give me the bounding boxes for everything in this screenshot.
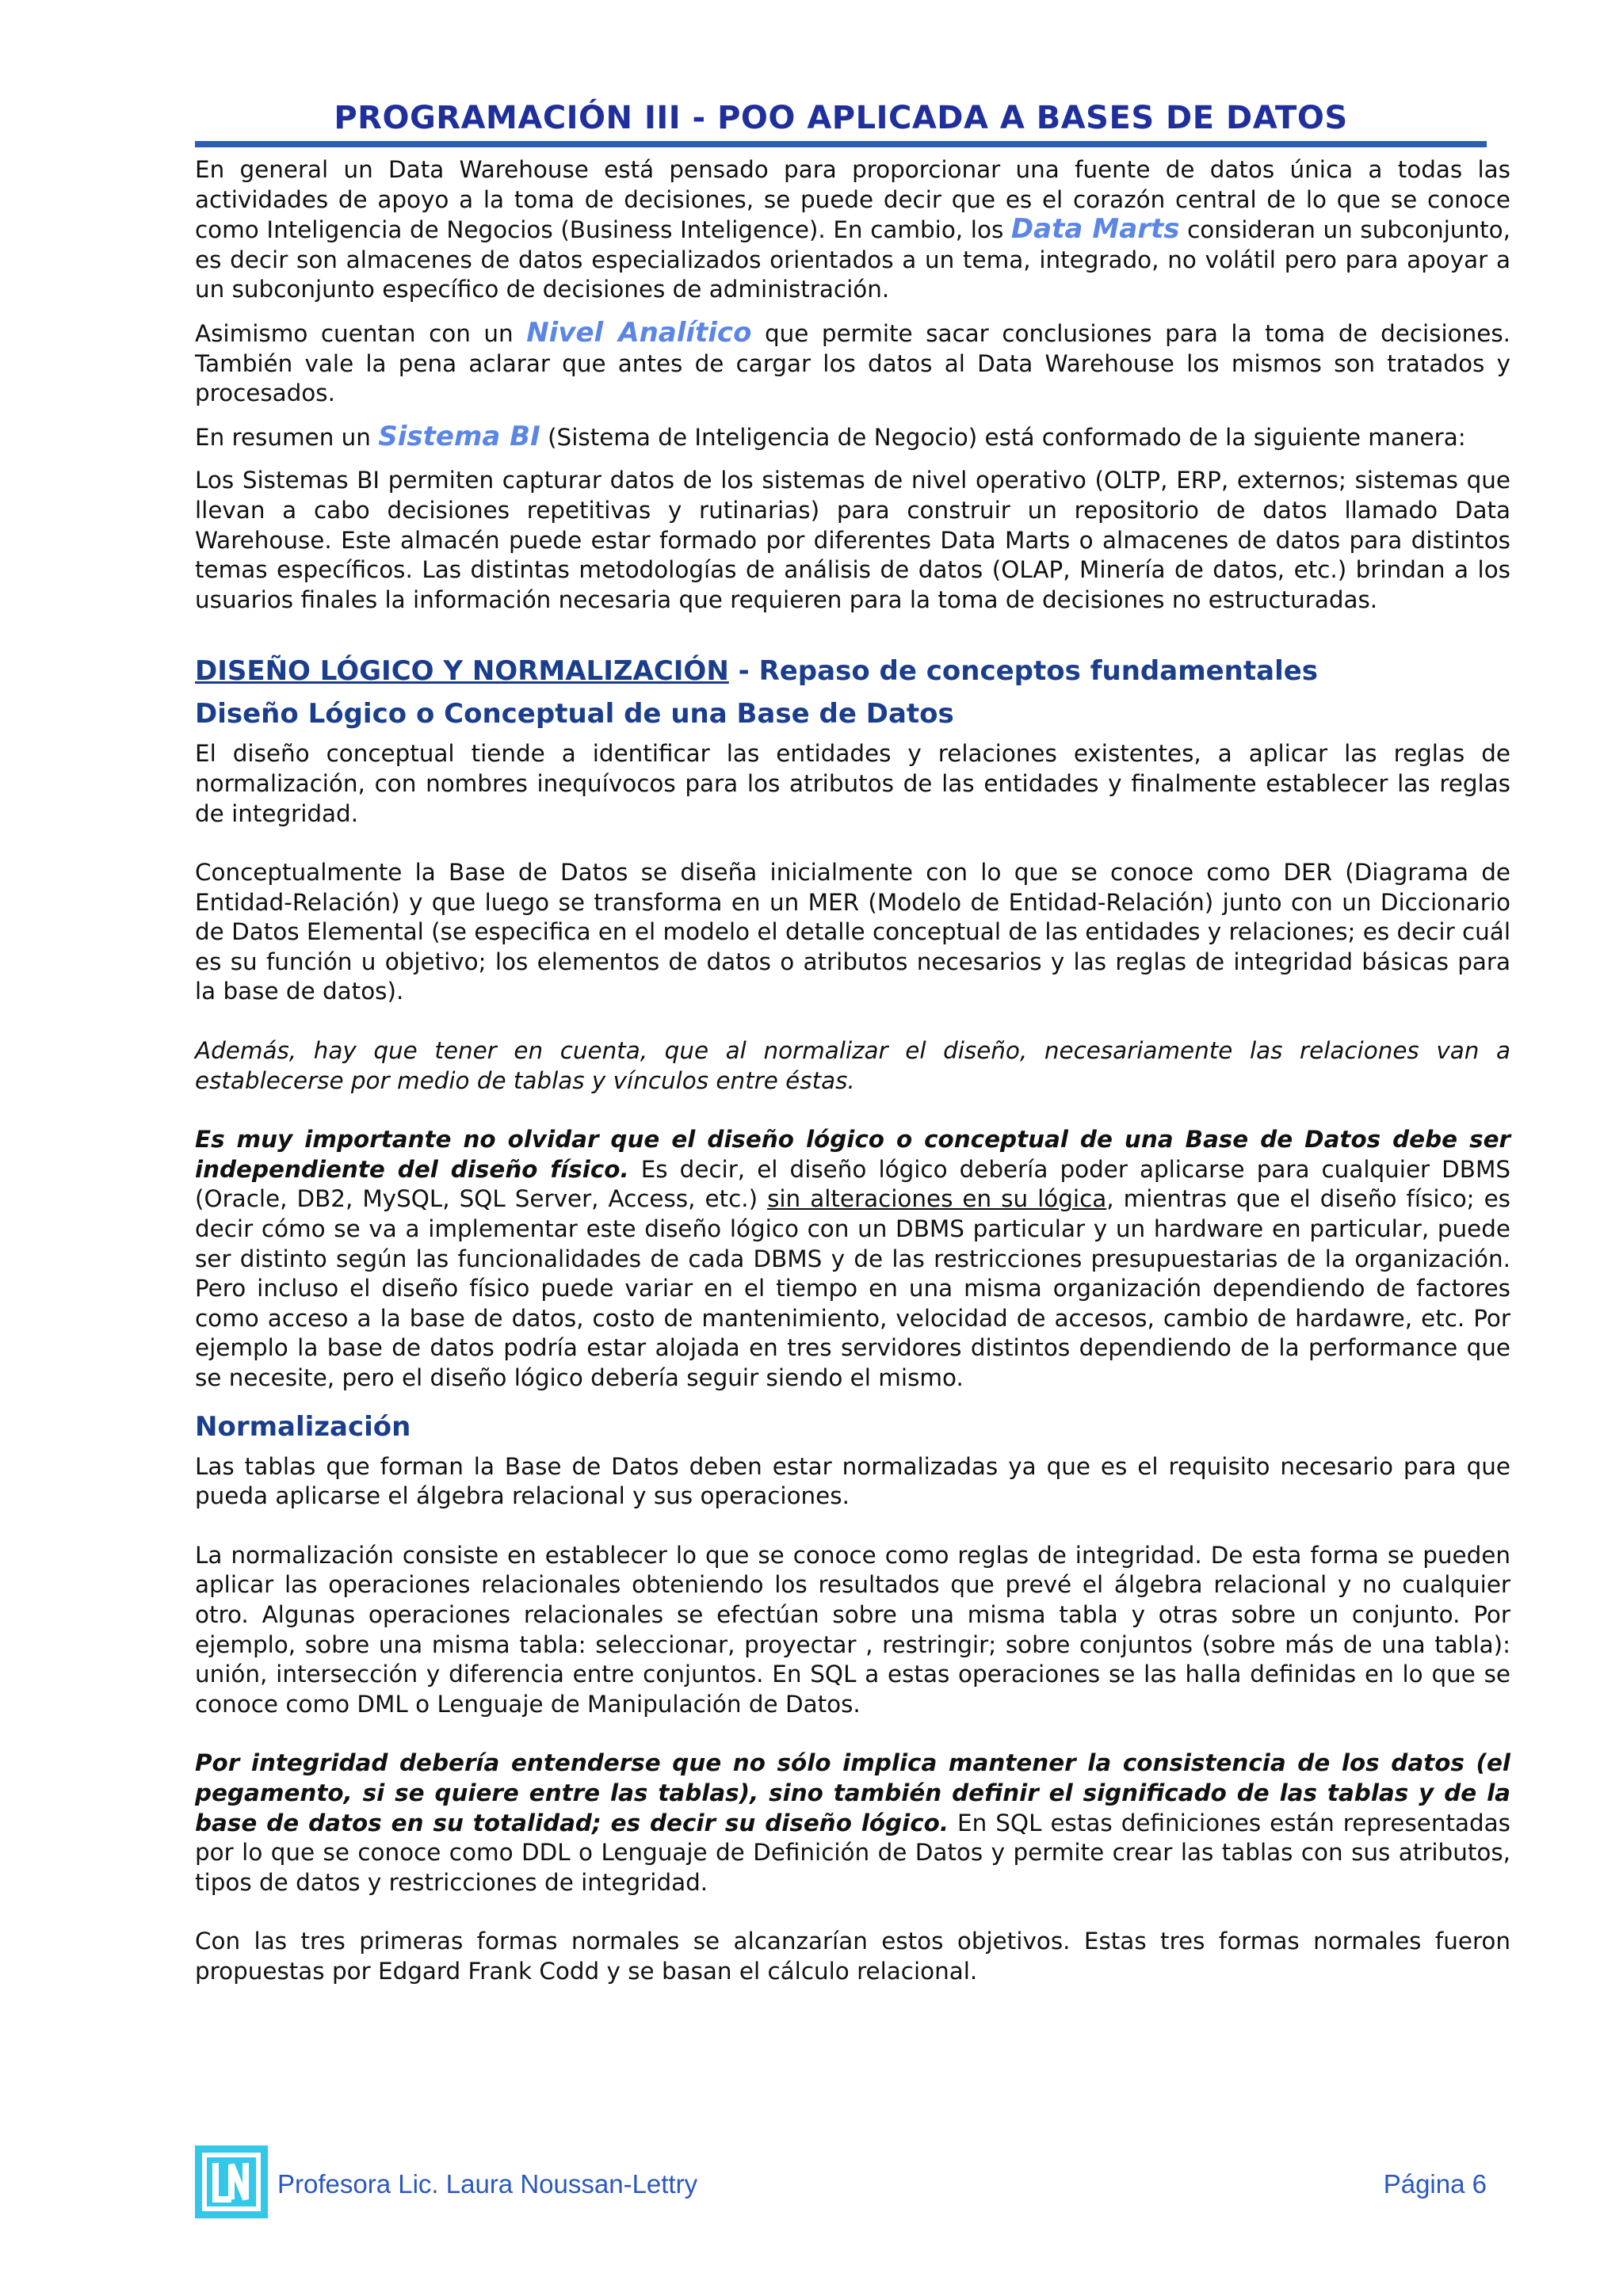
paragraph-reglas-integridad: La normalización consiste en establecer lo que se conoce como reglas de integridad. De esta forma se pueden aplicar las operaciones relacionales obteniendo los resultados que prevé el álgebra relacional y no cualquier otro. Algunas operaciones relacionales se efectúan sobre una misma tabla y otras sobre un conjunto. Por ejemplo, sobre una misma tabla: seleccionar, proyectar , restringir; sobre conjuntos (sobre más de una tabla): unión, intersección y diferencia entre conjuntos. En SQL a estas operaciones se las halla definidas en lo que se conoce como DML o Lenguaje de Manipulación de Datos. bbox=[195, 1541, 1510, 1718]
document-body bbox=[195, 155, 1510, 1987]
header-rule bbox=[195, 141, 1487, 147]
paragraph-diseno-conceptual: El diseño conceptual tiende a identificar las entidades y relaciones existentes, a aplicar las reglas de normalización, con nombres inequívocos para los atributos de las entidades y finalmente establecer las reglas de integridad. bbox=[195, 740, 1510, 827]
header-title: PROGRAMACIÓN III - POO APLICADA A BASES DE DATOS bbox=[334, 100, 1348, 136]
author-logo-mark bbox=[195, 2145, 268, 2218]
paragraph-independencia-fisica: Es muy importante no olvidar que el diseño lógico o conceptual de una Base de Datos debe ser independiente del diseño físico. Es decir, el diseño lógico debería poder aplicarse para cualquier DBMS (Oracle, DB2, MySQL, SQL Server, Access, etc.) sin alteraciones en su lógica, mientras que el diseño físico; es decir cómo se va a implementar este diseño lógico con un DBMS particular y un hardware en particular, puede ser distinto según las funcionalidades de cada DBMS y de las restricciones presupuestarias de la organización. Pero incluso el diseño físico puede variar en el tiempo en una misma organización dependiendo de factores como acceso a la base de datos, costo de mantenimiento, velocidad de accesos, cambio de hardawre, etc. Por ejemplo la base de datos podría estar alojada en tres servidores distintos dependiendo de la performance que se necesite, pero el diseño lógico debería seguir siendo el mismo. bbox=[195, 1126, 1510, 1391]
author-logo bbox=[195, 2145, 268, 2218]
paragraph-sistemas-bi: Los Sistemas BI permiten capturar datos de los sistemas de nivel operativo (OLTP, ERP, externos; sistemas que llevan a cabo decisiones repetitivas y rutinarias) para construir un repositorio de datos llamado Data Warehouse. Este almacén puede estar formado por diferentes Data Marts o almacenes de datos para distintos temas específicos. Las distintas metodologías de análisis de datos (OLAP, Minería de datos, etc.) brindan a los usuarios finales la información necesaria que requieren para la toma de decisiones no estructuradas. bbox=[195, 467, 1510, 613]
paragraph-tablas-normalizadas: Las tablas que forman la Base de Datos deben estar normalizadas ya que es el requisito necesario para que pueda aplicarse el álgebra relacional y sus operaciones. bbox=[195, 1452, 1510, 1510]
paragraph-der-mer: Conceptualmente la Base de Datos se diseña inicialmente con lo que se conoce como DER (Diagrama de Entidad-Relación) y que luego se transforma en un MER (Modelo de Entidad-Relación) junto con un Diccionario de Datos Elemental (se especifica en el modelo el detalle conceptual de las entidades y relaciones; es decir cuál es su función u objetivo; los elementos de datos o atributos necesarios y las reglas de integridad básicas para la base de datos). bbox=[195, 859, 1510, 1005]
highlight-sistema-bi: Sistema BI bbox=[378, 420, 540, 452]
paragraph-formas-normales: Con las tres primeras formas normales se alcanzarían estos objetivos. Estas tres formas normales fueron propuestas por Edgard Frank Codd y se basan el cálculo relacional. bbox=[195, 1928, 1510, 1985]
subheading-normalizacion: Normalización bbox=[195, 1410, 411, 1443]
paragraph-sistema-bi: En resumen un Sistema BI (Sistema de Inteligencia de Negocio) está conformado de la siguiente manera: bbox=[195, 420, 1466, 452]
paragraph-normalizar-relaciones: Además, hay que tener en cuenta, que al normalizar el diseño, necesariamente las relaciones van a establecerse por medio de tablas y vínculos entre éstas. bbox=[195, 1037, 1510, 1094]
subheading-diseno-logico: Diseño Lógico o Conceptual de una Base de Datos bbox=[195, 698, 954, 730]
paragraph-data-marts: En general un Data Warehouse está pensado para proporcionar una fuente de datos única a todas las actividades de apoyo a la toma de decisiones, se puede decir que es el corazón central de lo que se conoce como Inteligencia de Negocios (Business Inteligence). En cambio, los Data Marts consideran un subconjunto, es decir son almacenes de datos especializados orientados a un tema, integrado, no volátil pero para apoyar a un subconjunto específico de decisiones de administración. bbox=[195, 156, 1511, 303]
highlight-data-marts: Data Marts bbox=[1010, 213, 1180, 246]
highlight-nivel-analitico: Nivel Analítico bbox=[526, 316, 752, 349]
footer-page-number: Página 6 bbox=[1383, 2169, 1487, 2199]
section-heading: DISEÑO LÓGICO Y NORMALIZACIÓN - Repaso de conceptos fundamentales bbox=[195, 655, 1319, 688]
paragraph-nivel-analitico: Asimismo cuentan con un Nivel Analítico que permite sacar conclusiones para la toma de decisiones. También vale la pena aclarar que antes de cargar los datos al Data Warehouse los mismos son tratados y procesados. bbox=[195, 316, 1511, 407]
footer-author: Profesora Lic. Laura Noussan-Lettry bbox=[277, 2169, 698, 2199]
paragraph-integridad-ddl: Por integridad debería entenderse que no sólo implica mantener la consistencia de los datos (el pegamento, si se quiere entre las tablas), sino también definir el significado de las tablas y de la base de datos en su totalidad; es decir su diseño lógico. En SQL estas definiciones están representadas por lo que se conoce como DDL o Lenguaje de Definición de Datos y permite crear las tablas con sus atributos, tipos de datos y restricciones de integridad. bbox=[195, 1749, 1510, 1896]
